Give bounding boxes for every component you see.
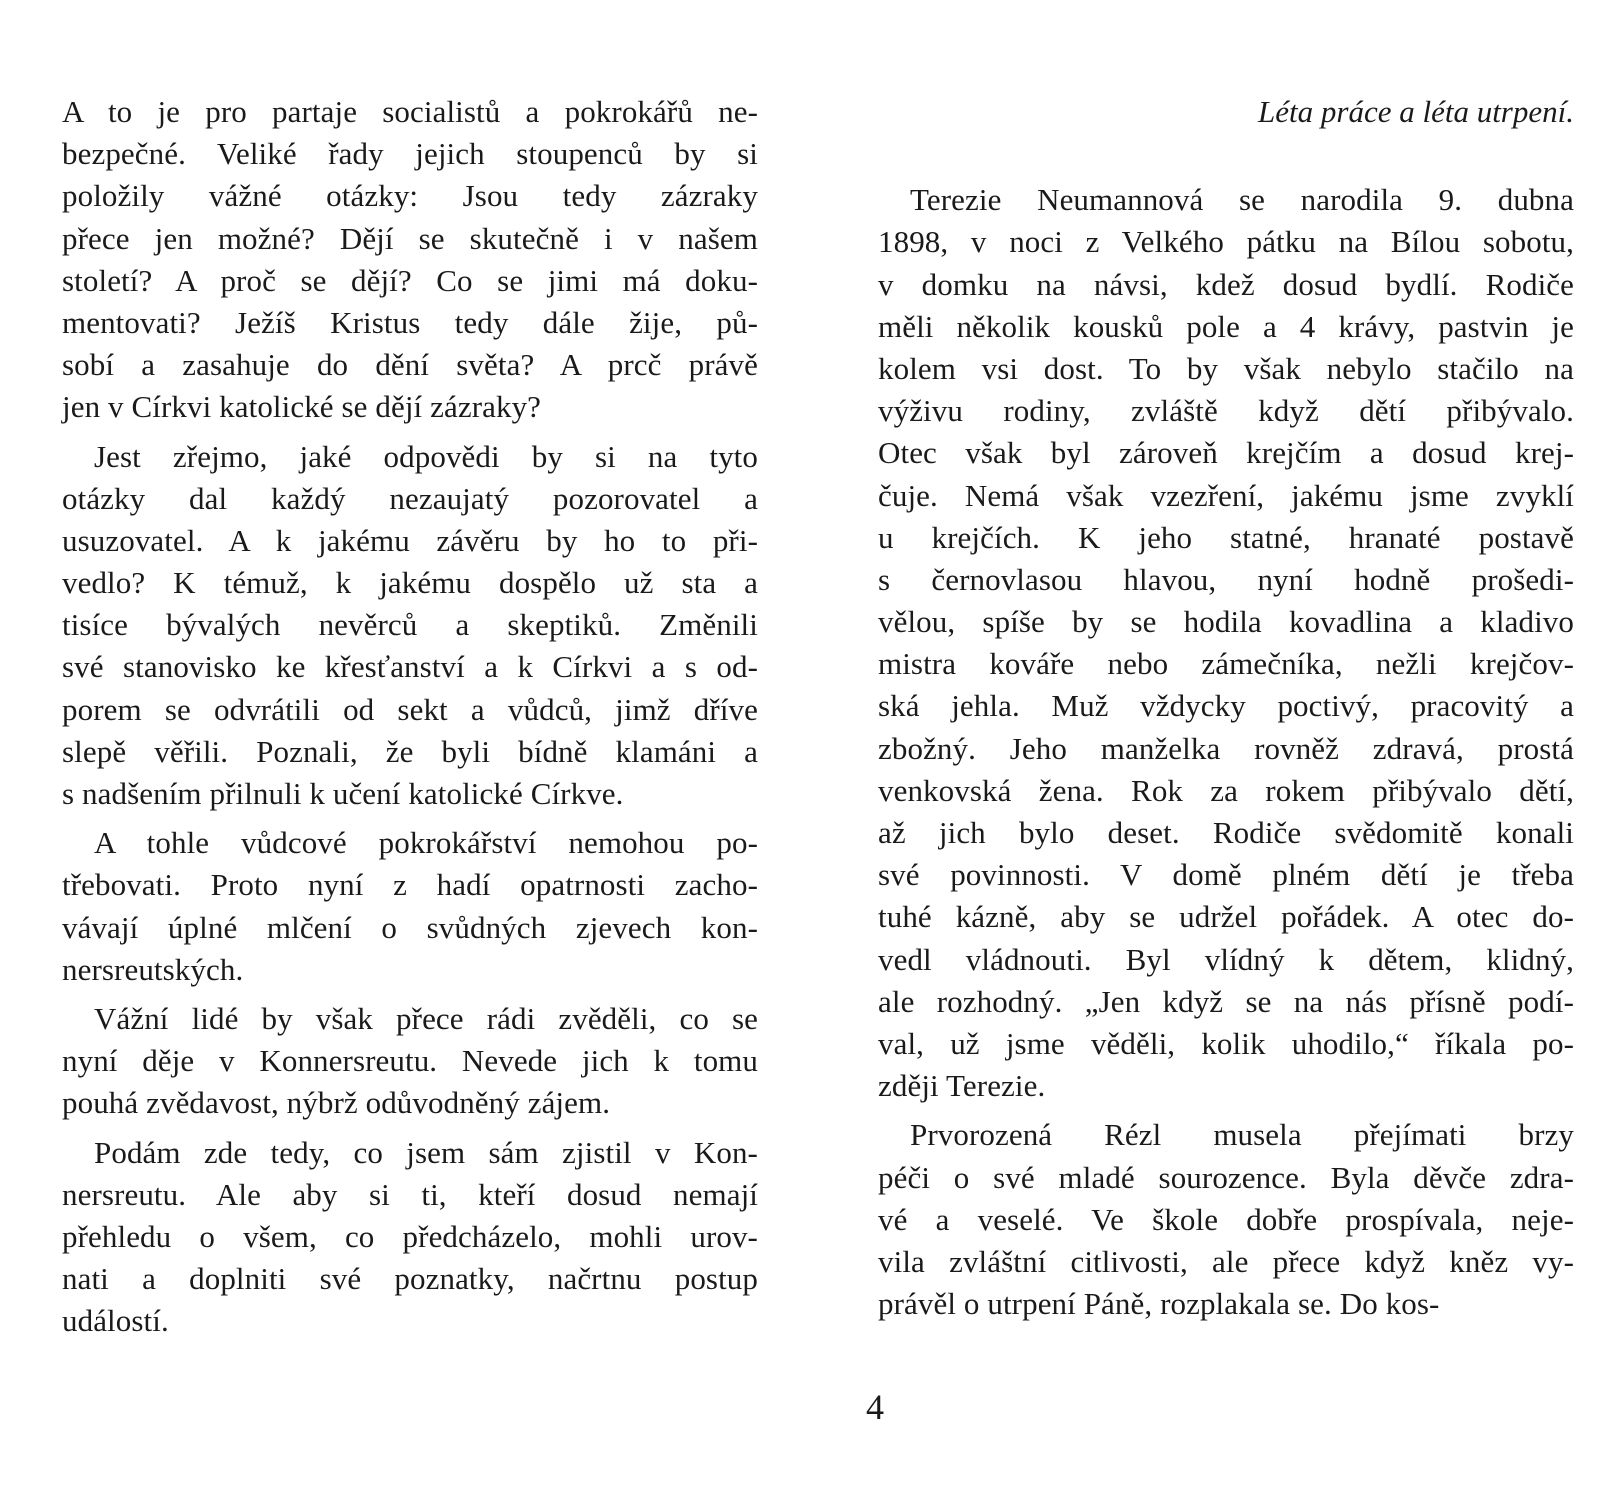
paragraph-gap [62,991,758,998]
text-line: usuzovatel. A k jakému závěru by ho to při- [62,522,758,558]
text-line: mentovati? Ježíš Kristus tedy dále žije, pů- [62,304,758,340]
text-line: péči o své mladé sourozence. Byla děvče zdra- [878,1159,1574,1195]
running-head-spacer [878,133,1574,179]
text-line: nati a doplniti své poznatky, načrtnu postup [62,1261,758,1297]
paragraph-gap [878,1107,1574,1114]
text-line: sobí a zasahuje do dění světa? A prcč právě [62,347,758,383]
text-line: vělou, spíše by se hodila kovadlina a kladivo [878,604,1574,640]
text-line: jen v Církvi katolické se dějí zázraky? [62,389,542,425]
text-line: Prvorozená Rézl musela přejímati brzy [910,1117,1574,1153]
text-line: výživu rodiny, zvláště když dětí přibývalo. [878,393,1574,429]
paragraph [878,1114,1574,1325]
text-line: ale rozhodný. „Jen když se na nás přísně podí- [878,983,1574,1019]
text-line: nyní děje v Konnersreutu. Nevede jich k tomu [62,1043,758,1079]
paragraph [62,998,758,1125]
text-line: vé a veselé. Ve škole dobře prospívala, neje- [878,1201,1574,1237]
text-line: A to je pro partaje socialistů a pokrokářů ne- [62,94,758,129]
text-line: tisíce bývalých nevěrců a skeptiků. Změnili [62,607,758,643]
text-line: vávají úplné mlčení o svůdných zjevech kon- [62,909,758,945]
text-line: tuhé kázně, aby se udržel pořádek. A otec do- [878,899,1574,935]
text-line: století? A proč se dějí? Co se jimi má doku- [62,262,758,298]
text-line: přece jen možné? Dějí se skutečně i v našem [62,220,758,256]
paragraph-gap [62,1125,758,1132]
paragraph [62,1132,758,1343]
paragraph-gap [62,815,758,822]
text-line: položily vážné otázky: Jsou tedy zázraky [62,178,758,214]
text-line: vedlo? K témuž, k jakému dospělo už sta a [62,565,758,601]
text-line: třebovati. Proto nyní z hadí opatrnosti zacho- [62,867,758,903]
paragraph [62,822,758,991]
paragraph [62,91,758,429]
text-line: A tohle vůdcové pokrokářství nemohou po- [94,825,758,861]
text-line: Vážní lidé by však přece rádi zvěděli, co se [94,1000,758,1036]
text-line: Terezie Neumannová se narodila 9. dubna [910,182,1574,218]
text-line: zbožný. Jeho manželka rovněž zdravá, prostá [878,730,1574,766]
text-line: právěl o utrpení Páně, rozplakala se. Do kos- [878,1286,1440,1322]
text-line: val, už jsme věděli, kolik uhodilo,“ říkala po- [878,1025,1574,1061]
paragraph [878,179,1574,1107]
left-page-text [62,91,758,1342]
text-line: mistra kováře nebo zámečníka, nežli krejčov- [878,646,1574,682]
paragraph [62,436,758,816]
text-line: zději Terezie. [878,1068,1046,1104]
text-line: nersreutských. [62,951,244,987]
text-line: otázky dal každý nezaujatý pozorovatel a [62,480,758,516]
text-line: měli několik kousků pole a 4 krávy, pastvin je [878,308,1574,344]
text-line: nersreutu. Ale aby si ti, kteří dosud nemají [62,1176,758,1212]
text-line: přehledu o všem, co předcházelo, mohli urov- [62,1218,758,1254]
text-line: u krejčích. K jeho statné, hranaté postavě [878,519,1574,555]
page-number: 4 [866,1387,884,1427]
text-line: čuje. Nemá však vzezření, jakému jsme zvyklí [878,477,1574,513]
text-line: s černovlasou hlavou, nyní hodně prošedi- [878,561,1574,597]
right-page-body [878,179,1574,1325]
text-line: událostí. [62,1303,169,1339]
text-line: kolem vsi dost. To by však nebylo stačilo na [878,350,1574,386]
text-line: s nadšením přilnuli k učení katolické Církve. [62,776,624,811]
text-line: Otec však byl zároveň krejčím a dosud krej- [878,435,1574,471]
text-line: 1898, v noci z Velkého pátku na Bílou sobotu, [878,224,1574,260]
text-line: bezpečné. Veliké řady jejich stoupenců by si [62,136,758,172]
text-line: své povinnosti. V domě plném dětí je třeba [878,857,1574,893]
text-line: v domku na návsi, kdež dosud bydlí. Rodiče [878,266,1574,302]
running-head: Léta práce a léta utrpení. [1258,94,1574,129]
right-page-text [878,91,1574,1325]
paragraph-gap [62,429,758,436]
text-line: Jest zřejmo, jaké odpovědi by si na tyto [94,438,758,474]
text-line: venkovská žena. Rok za rokem přibývalo dětí, [878,772,1574,808]
text-line: Podám zde tedy, co jsem sám zjistil v Kon- [94,1134,758,1170]
text-line: porem se odvrátili od sekt a vůdců, jimž dříve [62,691,758,727]
text-line: slepě věřili. Poznali, že byli bídně klamáni a [62,733,758,769]
text-line: ská jehla. Muž vždycky poctivý, pracovitý a [878,688,1574,724]
text-line: pouhá zvědavost, nýbrž odůvodněný zájem. [62,1085,611,1121]
text-line: vila zvláštní citlivosti, ale přece když kněz vy- [878,1243,1574,1279]
text-line: až jich bylo deset. Rodiče svědomitě konali [878,815,1574,850]
text-line: vedl vládnouti. Byl vlídný k dětem, klidný, [878,941,1574,977]
text-line: své stanovisko ke křesťanství a k Církvi a s od- [62,649,758,685]
